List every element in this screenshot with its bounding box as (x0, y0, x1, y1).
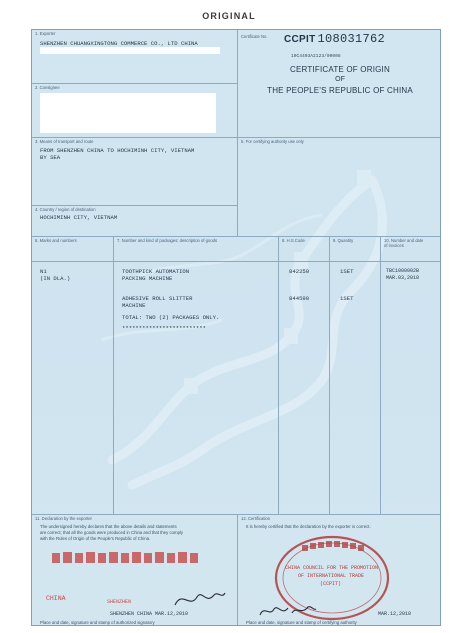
authority-use-box (238, 138, 441, 237)
invoice-header-label: 10. Number and date of invoices (384, 238, 424, 248)
declaration-line-2: are correct; that all the goods were produced in China and that they comply (40, 530, 184, 535)
certification-label: 12. Certification (241, 516, 271, 521)
transport-box (32, 138, 238, 206)
seal-line-2: OF INTERNATIONAL TRADE (298, 573, 365, 579)
invoice-number: TBC1000002B (386, 268, 420, 274)
certificate-number-value: 108031762 (317, 32, 386, 46)
item-2-quantity: 1SET (340, 295, 354, 302)
item-1-hscode: 842250 (289, 268, 310, 275)
transport-line-2: BY SEA (40, 154, 61, 161)
hscode-header-label: 8. H.S.Code (282, 238, 305, 243)
certificate-number (284, 32, 385, 46)
description-header-label: 7. Number and kind of packages; description of goods (117, 238, 218, 243)
item-1-desc-line-1: TOOTHPICK AUTOMATION (122, 268, 190, 275)
consignee-label: 2. Consignee (35, 85, 60, 90)
exporter-redaction (40, 47, 220, 54)
company-chop-stamp (50, 547, 210, 569)
exporter-label: 1. Exporter (35, 31, 56, 36)
exporter-signature (172, 585, 227, 611)
certifier-signature (258, 603, 318, 619)
certificate-sub-number: 10C4403A2123/00008 (291, 54, 341, 59)
item-1-desc-line-2: PACKING MACHINE (122, 275, 173, 282)
quantity-header-label: 9. Quantity (333, 238, 354, 243)
description-header (114, 237, 279, 262)
hscode-header (279, 237, 330, 262)
destination-label: 4. Country / region of destination (35, 207, 96, 212)
page-header: ORIGINAL (202, 11, 256, 21)
item-2-hscode: 844590 (289, 295, 310, 302)
certifier-footer-note: Place and date, signature and stamp of certifying authority (246, 620, 357, 625)
stamp-country: CHINA (46, 595, 66, 602)
consignee-redaction (40, 93, 216, 133)
declaration-line-3: with the Rules of Origin of the People's Republic of China. (40, 536, 151, 541)
transport-label: 3. Means of transport and route (35, 139, 94, 144)
marks-column (32, 262, 114, 515)
invoice-header (381, 237, 441, 262)
invoice-date: MAR.03,2010 (386, 275, 420, 281)
certification-text: It is hereby certified that the declaration by the exporter is correct. (246, 524, 371, 529)
certificate-title-country: THE PEOPLE'S REPUBLIC OF CHINA (267, 86, 413, 95)
certificate-number-label: Certificate No. (241, 34, 268, 39)
certification-box (238, 515, 441, 626)
certificate-prefix: CCPIT (284, 34, 316, 45)
item-1-quantity: 1SET (340, 268, 354, 275)
invoice-column (381, 262, 441, 515)
item-2-desc-line-1: ADHESIVE ROLL SLITTER (122, 295, 193, 302)
description-column (114, 262, 279, 515)
seal-line-1: CHINA COUNCIL FOR THE PROMOTION (285, 565, 379, 571)
hscode-column (279, 262, 330, 515)
authority-use-label: 5. For certifying authority use only (241, 139, 304, 144)
stars-line: ************************* (122, 325, 206, 332)
quantity-header (330, 237, 381, 262)
declaration-label: 11. Declaration by the exporter (35, 516, 92, 521)
certificate-form (31, 29, 441, 626)
consignee-box (32, 84, 238, 138)
quantity-column (330, 262, 381, 515)
item-2-desc-line-2: MACHINE (122, 302, 146, 309)
certificate-title: CERTIFICATE OF ORIGIN (290, 65, 390, 74)
exporter-box (32, 30, 238, 84)
exporter-footer-note: Place and date, signature and stamp of authorized signatory (40, 620, 155, 625)
marks-header (32, 237, 114, 262)
marks-header-label: 6. Marks and numbers (35, 238, 77, 243)
seal-line-3: (CCPIT) (320, 581, 342, 587)
destination-box (32, 206, 238, 237)
certificate-title-of: OF (335, 76, 345, 83)
marks-line-1: N1 (40, 268, 47, 275)
exporter-place-date: SHENZHEN CHINA MAR.12,2010 (110, 611, 189, 617)
total-line: TOTAL: TWO (2) PACKAGES ONLY. (122, 314, 220, 321)
marks-line-2: (IN DLA.) (40, 275, 71, 282)
exporter-declaration-box (32, 515, 238, 626)
stamp-city: SHENZHEN (107, 599, 132, 605)
exporter-value: SHENZHEN CHUANGXINGTONG COMMERCE CO., LTD CHINA (40, 40, 198, 47)
destination-value: HOCHIMINH CITY, VIETNAM (40, 214, 118, 221)
certifier-date: MAR.12,2010 (378, 611, 412, 617)
certificate-header-box (238, 30, 441, 138)
declaration-line-1: The undersigned hereby declares that the above details and statements (40, 524, 177, 529)
transport-line-1: FROM SHENZHEN CHINA TO HOCHIMINH CITY, VIETNAM (40, 147, 195, 154)
